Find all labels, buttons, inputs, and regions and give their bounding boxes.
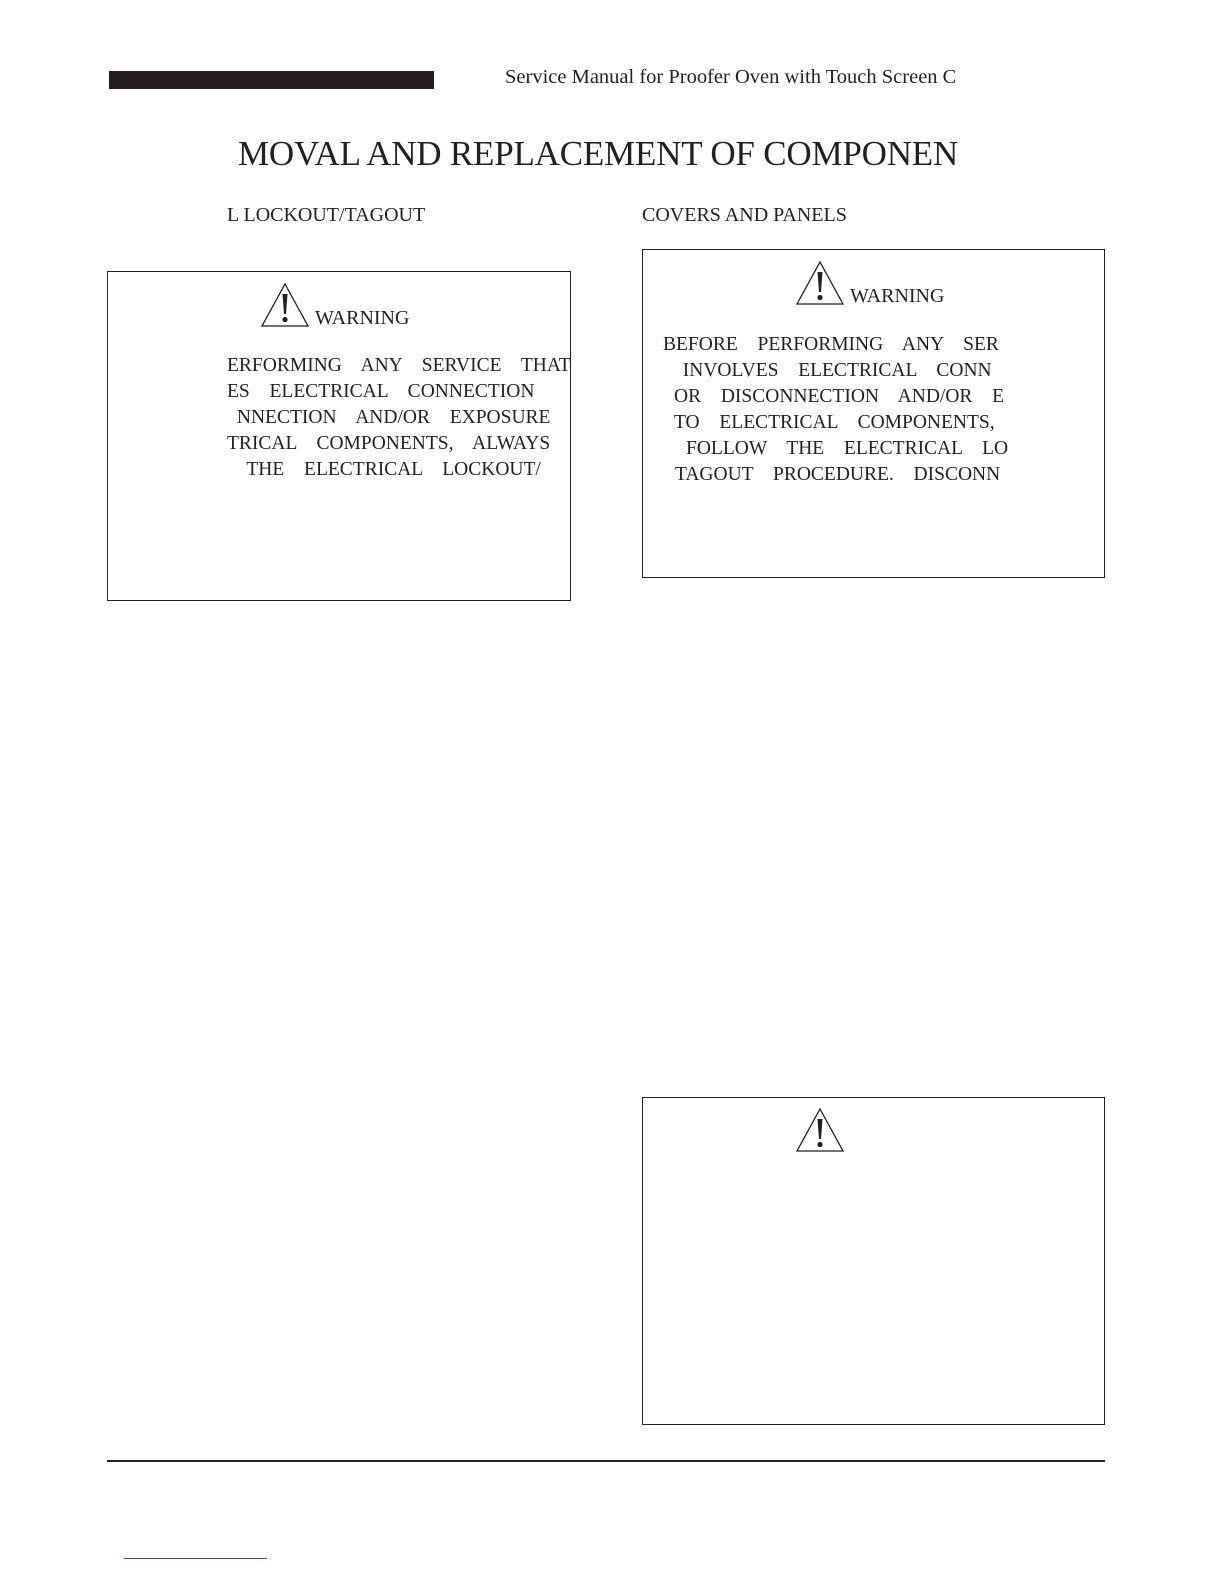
warning-text-line: OR DISCONNECTION AND/OR E [674,386,1005,407]
section-heading-lockout: L LOCKOUT/TAGOUT [227,204,426,226]
warning-text-line: ERFORMING ANY SERVICE THAT [227,355,571,376]
warning-triangle-icon [795,1107,845,1153]
warning-text-line: TAGOUT PROCEDURE. DISCONN [675,464,1001,485]
warning-triangle-icon [795,260,845,306]
header-title: Service Manual for Proofer Oven with Touch Screen C [505,66,957,88]
warning-label: WARNING [850,285,945,307]
warning-text-line: NNECTION AND/OR EXPOSURE [227,407,551,428]
warning-text-line: FOLLOW THE ELECTRICAL LO [686,438,1009,459]
warning-box-covers [642,249,1105,578]
footer-rule [107,1460,1105,1462]
warning-label: WARNING [315,307,410,329]
warning-text-line: INVOLVES ELECTRICAL CONN [663,360,992,381]
warning-triangle-icon [260,282,310,328]
header-bar [109,71,434,89]
page-title: MOVAL AND REPLACEMENT OF COMPONEN [238,134,959,173]
warning-box-lockout [107,271,571,601]
warning-text-line: TO ELECTRICAL COMPONENTS, [674,412,995,433]
section-heading-covers: COVERS AND PANELS [642,204,847,226]
warning-text-line: ES ELECTRICAL CONNECTION [227,381,535,402]
footer-link[interactable] [124,1558,267,1559]
warning-text-line: BEFORE PERFORMING ANY SER [663,334,999,355]
warning-text-line: THE ELECTRICAL LOCKOUT/ [227,459,541,480]
warning-box-secondary [642,1097,1105,1425]
warning-text [227,353,571,483]
warning-text-line: TRICAL COMPONENTS, ALWAYS [227,433,551,454]
warning-text [663,332,1008,488]
